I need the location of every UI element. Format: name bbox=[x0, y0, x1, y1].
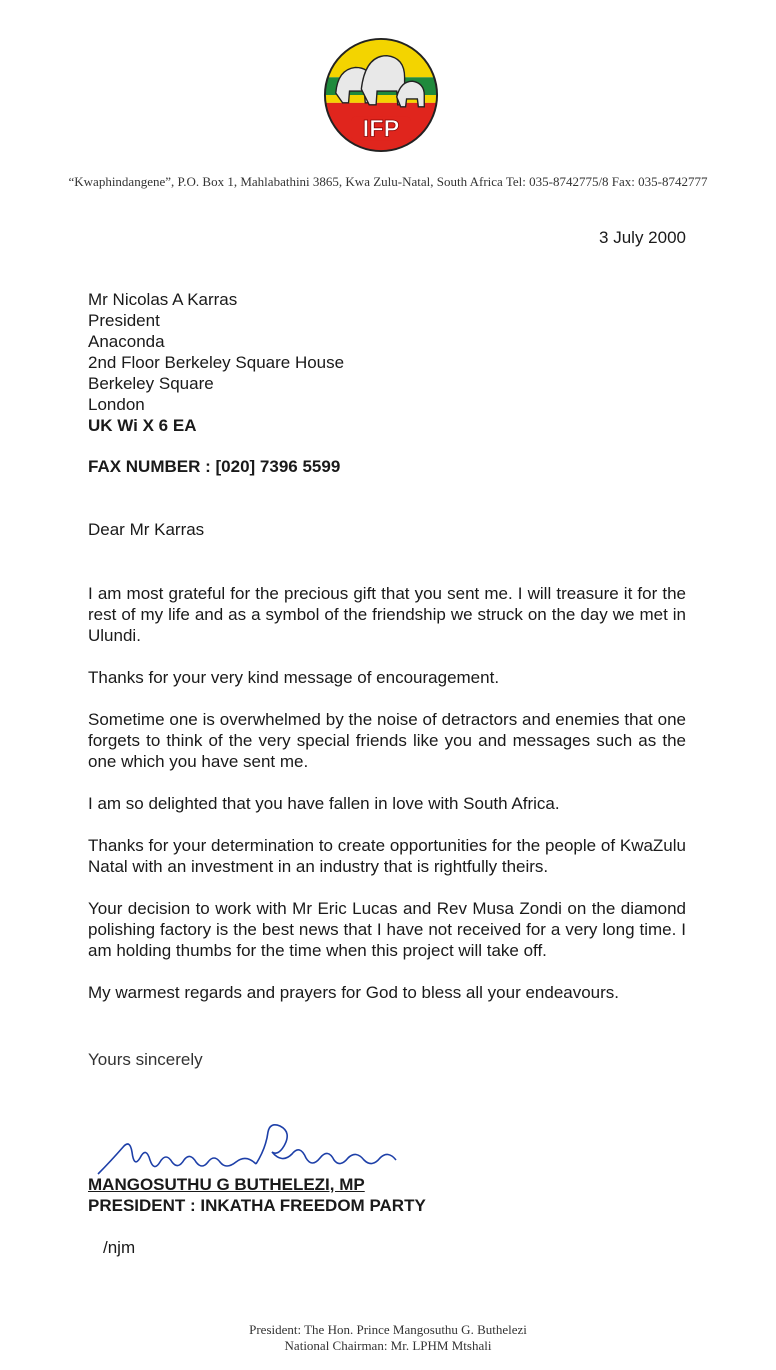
reference-initials: /njm bbox=[103, 1238, 136, 1257]
handwritten-signature bbox=[96, 1118, 406, 1180]
body-paragraph: Sometime one is overwhelmed by the noise of detractors and enemies that one forgets to think of the very special friends like you and messages such as the one which you have sent me. bbox=[88, 710, 686, 771]
recipient-line: 2nd Floor Berkeley Square House bbox=[88, 353, 345, 372]
signer-block bbox=[88, 1174, 426, 1216]
signer-name: MANGOSUTHU G BUTHELEZI, MP bbox=[88, 1175, 365, 1194]
body-paragraph: I am so delighted that you have fallen in love with South Africa. bbox=[88, 794, 560, 813]
recipient-line: Mr Nicolas A Karras bbox=[88, 290, 238, 309]
recipient-line: London bbox=[88, 395, 145, 414]
recipient-address bbox=[88, 289, 344, 436]
recipient-line: Anaconda bbox=[88, 332, 165, 351]
recipient-line: Berkeley Square bbox=[88, 374, 214, 393]
body-paragraph: My warmest regards and prayers for God to bless all your endeavours. bbox=[88, 983, 620, 1002]
letter-date: 3 July 2000 bbox=[599, 228, 686, 247]
logo-text: IFP bbox=[362, 116, 400, 143]
body-paragraph: Thanks for your very kind message of encouragement. bbox=[88, 668, 500, 687]
letter-body bbox=[88, 583, 686, 1024]
recipient-postcode: UK Wi X 6 EA bbox=[88, 416, 197, 435]
footer bbox=[0, 1322, 776, 1354]
salutation: Dear Mr Karras bbox=[88, 520, 205, 539]
body-paragraph: Your decision to work with Mr Eric Lucas and Rev Musa Zondi on the diamond polishing factory is the best news that I have not received for a very long time. I am holding thumbs for the time when this project will take off. bbox=[88, 899, 686, 960]
fax-number: FAX NUMBER : [020] 7396 5599 bbox=[88, 457, 341, 476]
letterhead-address: “Kwaphindangene”, P.O. Box 1, Mahlabathini 3865, Kwa Zulu-Natal, South Africa Tel: 035-8742775/8 Fax: 035-8742777 bbox=[68, 174, 708, 189]
signer-title: PRESIDENT : INKATHA FREEDOM PARTY bbox=[88, 1196, 426, 1215]
body-paragraph: Thanks for your determination to create opportunities for the people of KwaZulu Natal with an investment in an industry that is rightfully theirs. bbox=[88, 836, 686, 876]
body-paragraph: I am most grateful for the precious gift that you sent me. I will treasure it for the rest of my life and as a symbol of the friendship we struck on the day we met in Ulundi. bbox=[88, 584, 686, 645]
closing: Yours sincerely bbox=[88, 1050, 203, 1069]
footer-president: President: The Hon. Prince Mangosuthu G. Buthelezi bbox=[249, 1322, 527, 1337]
recipient-line: President bbox=[88, 311, 160, 330]
footer-chairman: National Chairman: Mr. LPHM Mtshali bbox=[284, 1338, 492, 1353]
ifp-logo bbox=[322, 36, 440, 154]
